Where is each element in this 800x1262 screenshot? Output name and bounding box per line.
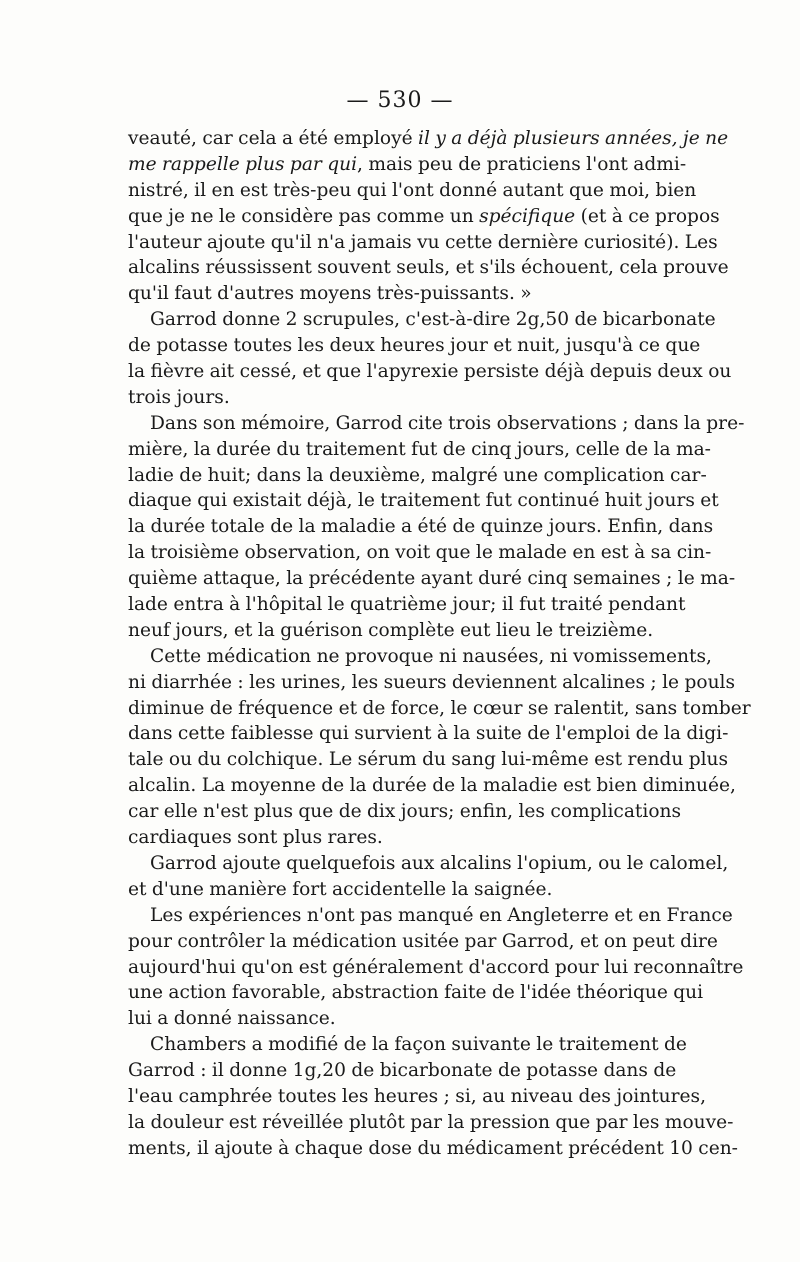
text-line: trois jours. bbox=[128, 386, 230, 408]
text-line: Chambers a modifié de la façon suivante le traitement de bbox=[150, 1034, 687, 1056]
text-line: ni diarrhée : les urines, les sueurs deviennent alcalines ; le pouls bbox=[128, 671, 736, 693]
text-line: neuf jours, et la guérison complète eut lieu le treizième. bbox=[128, 619, 654, 641]
text-line: et d'une manière fort accidentelle la saignée. bbox=[128, 878, 553, 900]
text-line: alcalins réussissent souvent seuls, et s'ils échouent, cela prouve bbox=[128, 257, 729, 279]
text-line: Dans son mémoire, Garrod cite trois observations ; dans la pre- bbox=[150, 412, 745, 434]
text-line: cardiaques sont plus rares. bbox=[128, 827, 383, 849]
text-line: la durée totale de la maladie a été de quinze jours. Enfin, dans bbox=[128, 516, 714, 538]
text-line: diaque qui existait déjà, le traitement fut continué huit jours et bbox=[128, 490, 719, 512]
text-line: Garrod donne 2 scrupules, c'est-à-dire 2g,50 de bicarbonate bbox=[150, 309, 716, 331]
text-line: pour contrôler la médication usitée par Garrod, et on peut dire bbox=[128, 930, 718, 952]
text-line: dans cette faiblesse qui survient à la suite de l'emploi de la digi- bbox=[128, 723, 729, 745]
text-line: Garrod : il donne 1g,20 de bicarbonate de potasse dans de bbox=[128, 1060, 677, 1082]
text-line: aujourd'hui qu'on est généralement d'accord pour lui reconnaître bbox=[128, 956, 744, 978]
text-line: la douleur est réveillée plutôt par la pression que par les mouve- bbox=[128, 1111, 734, 1133]
text-line: quième attaque, la précédente ayant duré cinq semaines ; le ma- bbox=[128, 568, 736, 590]
page-number: — 530 — bbox=[346, 88, 454, 113]
text-line: que je ne le considère pas comme un spécifique (et à ce propos bbox=[128, 205, 720, 227]
text-line: lui a donné naissance. bbox=[128, 1008, 336, 1030]
text-line: l'auteur ajoute qu'il n'a jamais vu cette dernière curiosité). Les bbox=[128, 231, 718, 253]
text-line: nistré, il en est très-peu qui l'ont donné autant que moi, bien bbox=[128, 179, 697, 201]
text-line: Cette médication ne provoque ni nausées, ni vomissements, bbox=[150, 645, 712, 667]
text-line: Les expériences n'ont pas manqué en Angleterre et en France bbox=[150, 904, 733, 926]
text-line: me rappelle plus par qui, mais peu de praticiens l'ont admi- bbox=[128, 153, 687, 175]
text-line: veauté, car cela a été employé il y a déjà plusieurs années, je ne bbox=[128, 128, 729, 149]
text-line: lade entra à l'hôpital le quatrième jour; il fut traité pendant bbox=[128, 594, 686, 616]
text-line: Garrod ajoute quelquefois aux alcalins l'opium, ou le calomel, bbox=[150, 852, 729, 874]
text-line: tale ou du colchique. Le sérum du sang lui-même est rendu plus bbox=[128, 749, 729, 771]
text-line: mière, la durée du traitement fut de cinq jours, celle de la ma- bbox=[128, 438, 711, 460]
text-line: ments, il ajoute à chaque dose du médicament précédent 10 cen- bbox=[128, 1137, 738, 1159]
text-line: alcalin. La moyenne de la durée de la maladie est bien diminuée, bbox=[128, 775, 736, 797]
text-line: la troisième observation, on voit que le malade en est à sa cin- bbox=[128, 542, 712, 564]
text-line: car elle n'est plus que de dix jours; enfin, les complications bbox=[128, 801, 682, 823]
text-line: l'eau camphrée toutes les heures ; si, au niveau des jointures, bbox=[128, 1085, 707, 1107]
text-line: qu'il faut d'autres moyens très-puissants. » bbox=[128, 283, 532, 305]
text-line: la fièvre ait cessé, et que l'apyrexie persiste déjà depuis deux ou bbox=[128, 361, 732, 383]
text-line: de potasse toutes les deux heures jour et nuit, jusqu'à ce que bbox=[128, 335, 701, 357]
text-line: une action favorable, abstraction faite de l'idée théorique qui bbox=[128, 982, 704, 1004]
text-line: ladie de huit; dans la deuxième, malgré une complication car- bbox=[128, 464, 707, 486]
text-line: diminue de fréquence et de force, le cœur se ralentit, sans tomber bbox=[128, 697, 751, 719]
body-text bbox=[128, 126, 751, 1162]
